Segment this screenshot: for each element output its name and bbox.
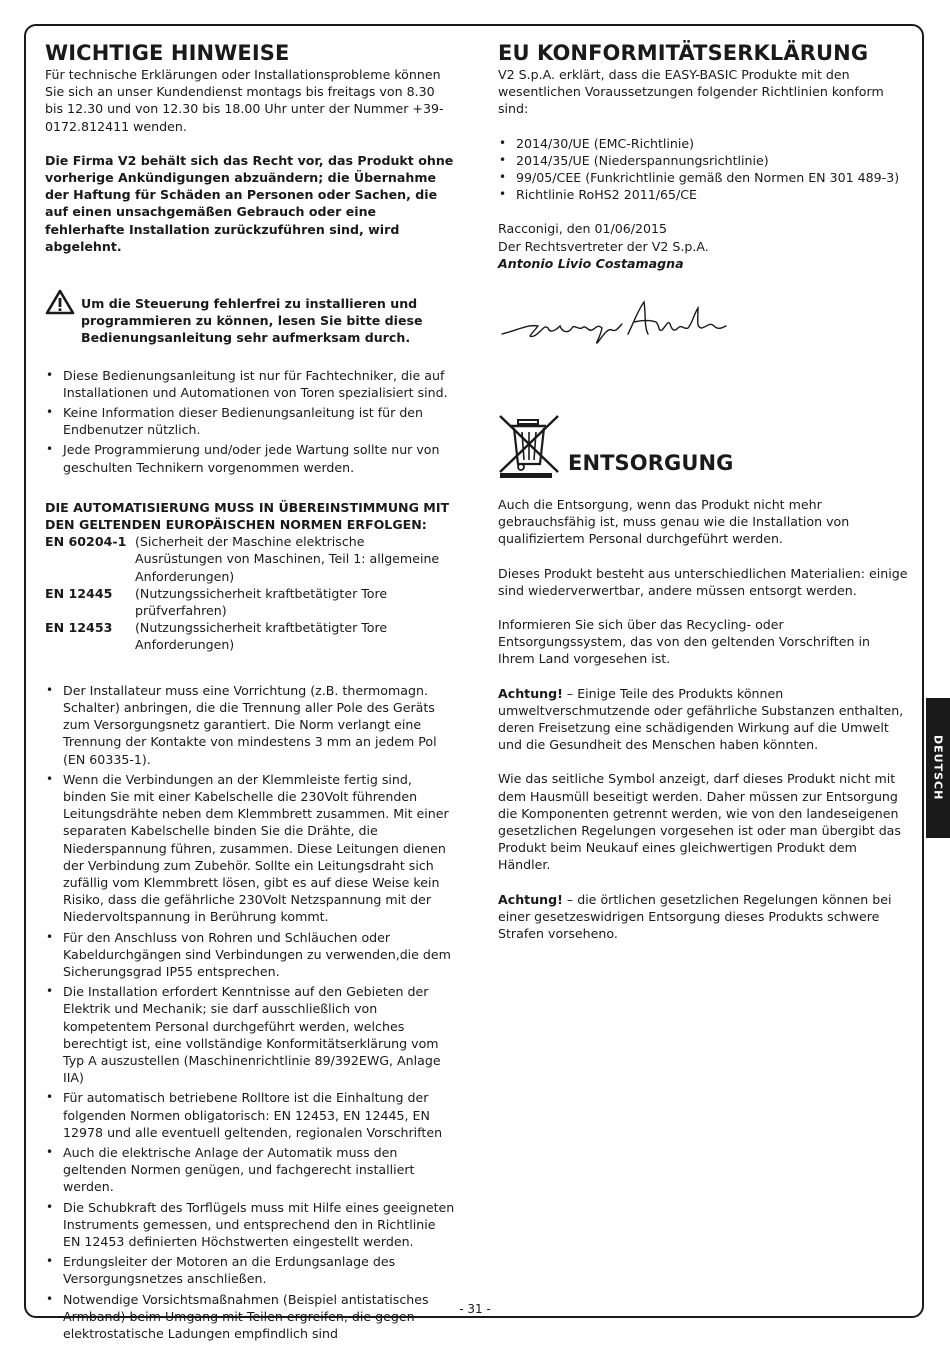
list-item: • Die Installation erfordert Kenntnisse auf den Gebieten der Elektrik und Mechanik; sie darf ausschließlich von kompetentem Personal durchgeführt werden, welches berechtigt ist, eine vollständige Konformitätserklärung vom Typ A auszustellen (Maschinenrichtlinie 89/392EWG, Anlage IIA) (45, 983, 455, 1086)
disposal-paragraph: Wie das seitliche Symbol anzeigt, darf dieses Produkt nicht mit dem Hausmüll beseitigt werden. Daher müssen zur Entsorgung die Komponenten getrennt werden, wie von den landeseigenen gesetzlichen Regelungen vorgesehen ist oder man übergibt das Produkt beim Neukauf eines gleichwertigen Produkt dem Händler. (498, 771, 901, 873)
support-intro: Für technische Erklärungen oder Installationsprobleme können Sie sich an unser Kundendienst montags bis freitags von 8.30 bis 12.30 und von 12.30 bis 18.00 Uhr unter der Nummer +39-0172.812411 wenden. (45, 67, 444, 134)
handwritten-signature (498, 294, 738, 354)
disposal-header (498, 414, 908, 478)
list-item: • 2014/30/UE (EMC-Richtlinie) (498, 135, 908, 152)
list-item: • Der Installateur muss eine Vorrichtung (z.B. thermomagn. Schalter) anbringen, die die Trennung aller Pole des Geräts zum Versorgungsnetz garantiert. Die Norm verlangt eine Trennung der Kontakte von mindestens 3 mm an jedem Pol (EN 60335-1). (45, 682, 455, 768)
place-date: Racconigi, den 01/06/2015 (498, 221, 668, 237)
directives-list (498, 135, 908, 204)
important-notes-title: WICHTIGE HINWEISE (45, 41, 290, 65)
warning-notice (45, 295, 455, 347)
language-tab (926, 698, 950, 838)
liability-disclaimer: Die Firma V2 behält sich das Recht vor, das Produkt ohne vorherige Ankündigungen abzuändern; die Übernahme der Haftung für Schäden an Personen oder Sachen, die auf einen unsachgemäßen Gebrauch oder eine fehlerhafte Installation zurückzuführen sind, wird abgelehnt. (45, 152, 454, 254)
disposal-warning-paragraph (498, 685, 908, 754)
list-item: • Keine Information dieser Bedienungsanleitung ist für den Endbenutzer nützlich. (45, 404, 455, 438)
page-number: - 31 - (459, 1302, 491, 1316)
norms-heading: DIE AUTOMATISIERUNG MUSS IN ÜBEREINSTIMMUNG MIT DEN GELTENDEN EUROPÄISCHEN NORMEN ERFOLGEN: (45, 499, 450, 533)
disposal-penalty-paragraph (498, 891, 908, 943)
norms-table (45, 533, 455, 653)
disposal-penalty-text: – die örtlichen gesetzlichen Regelungen können bei einer gesetzeswidrigen Entsorgung dieses Produkts schwere Strafen vorseheno. (498, 891, 892, 942)
list-item: • Die Schubkraft des Torflügels muss mit Hilfe eines geeigneten Instruments gemessen, und entsprechend den in Richtlinie EN 12453 definierten Höchstwerten eingestellt werden. (45, 1199, 455, 1251)
disposal-paragraph: Dieses Produkt besteht aus unterschiedlichen Materialien: einige sind wiederverwertbar, andere müssen entsorgt werden. (498, 565, 908, 598)
norm-code: EN 60204-1 (45, 534, 127, 550)
norm-description: (Nutzungssicherheit kraftbetätigter Tore Anforderungen) (135, 620, 388, 653)
attention-label: Achtung! (498, 685, 563, 701)
disposal-section (498, 414, 908, 942)
disposal-paragraph: Informieren Sie sich über das Recycling- oder Entsorgungssystem, das von den geltenden Vorschriften in Ihrem Land vorgesehen ist. (498, 617, 870, 667)
list-item: • 99/05/CEE (Funkrichtlinie gemäß den Normen EN 301 489-3) (498, 169, 908, 186)
left-column (45, 40, 455, 1345)
norm-row (45, 585, 455, 619)
language-tab-label: DEUTSCH (931, 735, 945, 801)
disposal-title: ENTSORGUNG (568, 451, 734, 476)
eu-declaration-title: EU KONFORMITÄTSERKLÄRUNG (498, 41, 869, 65)
crossed-bin-icon (498, 414, 560, 478)
legal-representative: Der Rechtsvertreter der V2 S.p.A. (498, 238, 709, 254)
list-item: • Erdungsleiter der Motoren an die Erdungsanlage des Versorgungsnetzes anschließen. (45, 1253, 455, 1287)
norm-code: EN 12445 (45, 585, 113, 601)
warning-triangle-icon (45, 289, 75, 315)
disposal-paragraph: Auch die Entsorgung, wenn das Produkt nicht mehr gebrauchsfähig ist, muss genau wie die Installation von qualifiziertem Personal durchgeführt werden. (498, 497, 850, 547)
list-item: • Richtlinie RoHS2 2011/65/CE (498, 186, 908, 203)
list-item: • Jede Programmierung und/oder jede Wartung sollte nur von geschulten Technikern vorgenommen werden. (45, 441, 455, 475)
list-item: • Diese Bedienungsanleitung ist nur für Fachtechniker, die auf Installationen und Automationen von Toren spezialisiert sind. (45, 367, 455, 401)
norm-description: (Sicherheit der Maschine elektrische Ausrüstungen von Maschinen, Teil 1: allgemeine Anforderungen) (135, 534, 440, 584)
list-item: • 2014/35/UE (Niederspannungsrichtlinie) (498, 152, 908, 169)
norm-code: EN 12453 (45, 620, 113, 636)
attention-label: Achtung! (498, 891, 563, 907)
list-item: • Für den Anschluss von Rohren und Schläuchen oder Kabeldurchgängen sind Verbindungen zu verwenden,die dem Sicherungsgrad IP55 entsprechen. (45, 929, 455, 981)
disposal-warning-text: – Einige Teile des Produkts können umweltverschmutzende oder gefährliche Substanzen enthalten, deren Freisetzung eine schädigenden Wirkung auf die Umwelt und die Gesundheit des Menschen haben könnten. (498, 685, 904, 753)
right-column (498, 40, 908, 942)
signatory-name: Antonio Livio Costamagna (498, 255, 684, 271)
list-item: • Für automatisch betriebene Rolltore ist die Einhaltung der folgenden Normen obligatorisch: EN 12453, EN 12445, EN 12978 und alle eventuell geltenden, regionalen Vorschriften (45, 1089, 455, 1141)
list-item: • Auch die elektrische Anlage der Automatik muss den geltenden Normen genügen, und fachgerecht installiert werden. (45, 1144, 455, 1196)
list-item: • Wenn die Verbindungen an der Klemmleiste fertig sind, binden Sie mit einer Kabelschelle die 230Volt führenden Leitungsdrähte neben dem Klemmbrett zusammen. Mit einer separaten Kabelschelle binden Sie die Drähte, die Niederspannung führen, zusammen. Diese Leitungen dienen der Verbindung zum Zubehör. Sollte ein Leitungsdraht sich zufällig vom Klemmbrett lösen, gibt es auf diese Weise kein Risiko, dass die gefährliche 230Volt Netzspannung mit der Niedervoltspannung in Berührung kommt. (45, 771, 455, 926)
declaration-intro: V2 S.p.A. erklärt, dass die EASY-BASIC Produkte mit den wesentlichen Voraussetzungen folgender Richtlinien konform sind: (498, 67, 884, 117)
norm-row (45, 619, 455, 653)
norm-description: (Nutzungssicherheit kraftbetätigter Tore prüfverfahren) (135, 585, 388, 619)
list-item: • Notwendige Vorsichtsmaßnahmen (Beispiel antistatisches Armband) beim Umgang mit Teilen ergreifen, die gegen elektrostatische Ladungen empfindlich sind (45, 1291, 455, 1343)
warning-text: Um die Steuerung fehlerfrei zu installieren und programmieren zu können, lesen Sie bitte diese Bedienungsanleitung sehr aufmerksam durch. (81, 296, 423, 346)
instructions-list (45, 367, 455, 476)
installation-rules-list (45, 682, 455, 1343)
norm-row (45, 533, 455, 585)
